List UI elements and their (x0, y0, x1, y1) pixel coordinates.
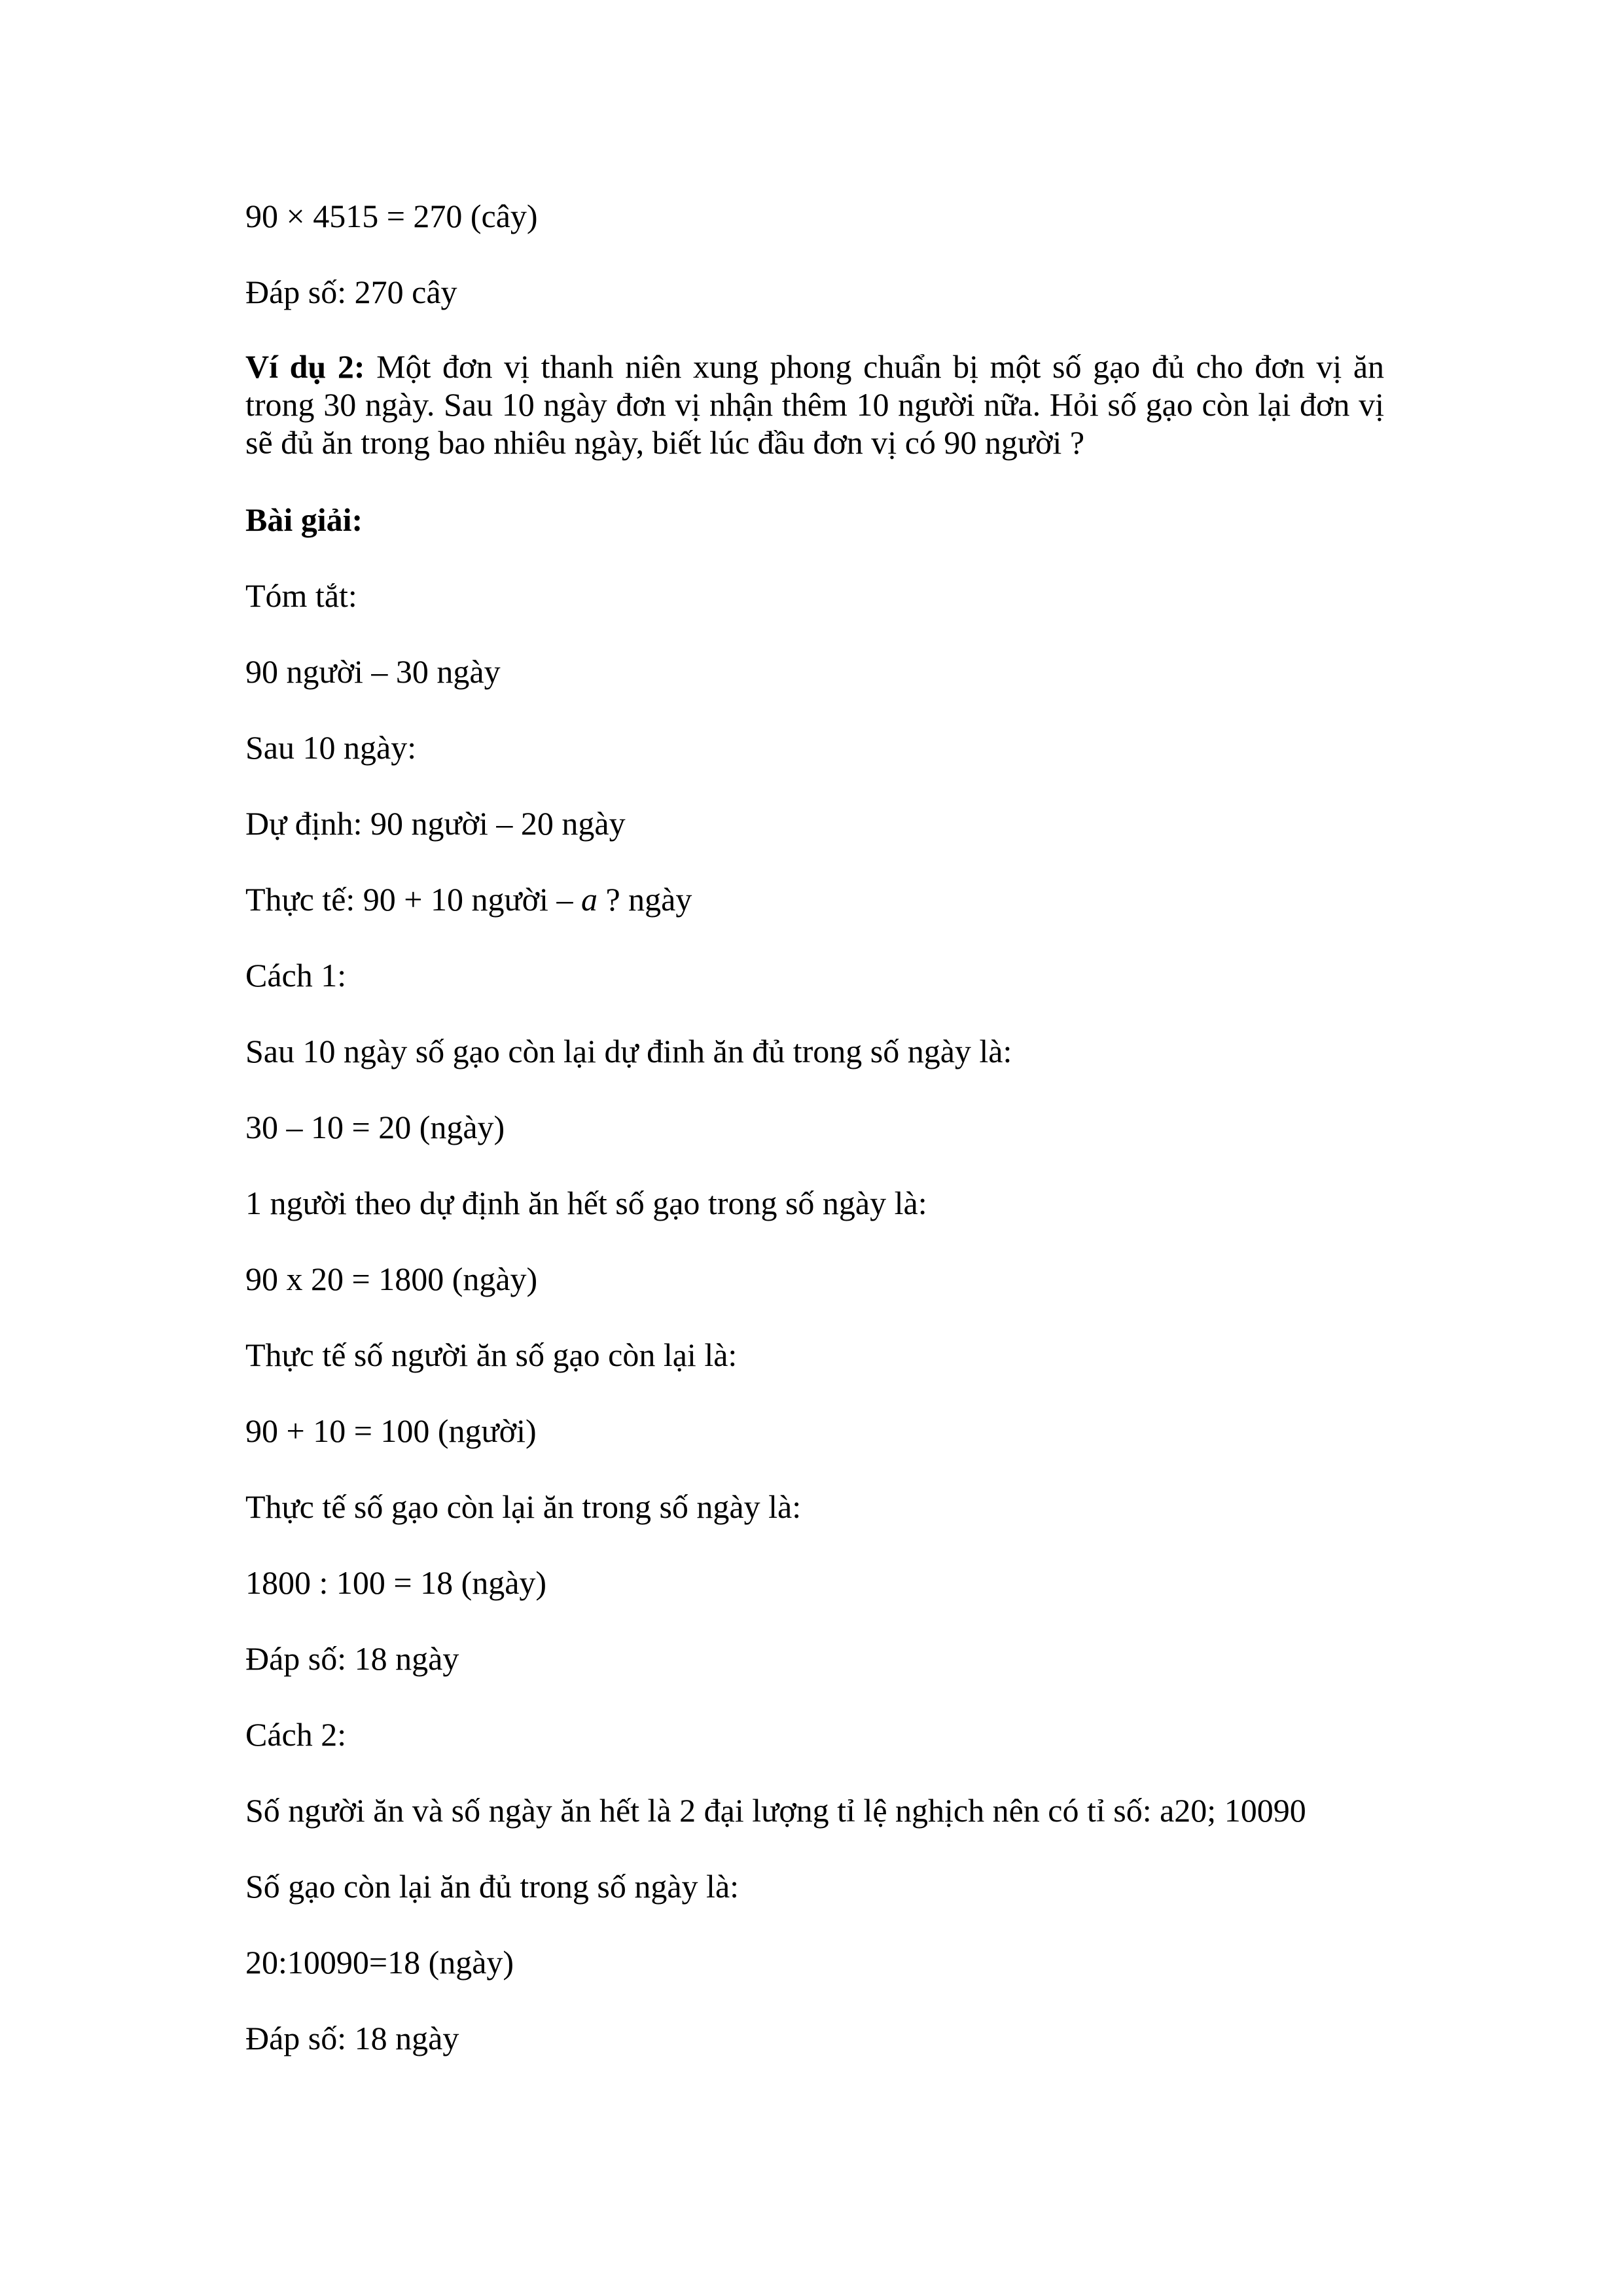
example-2-text: Một đơn vị thanh niên xung phong chuẩn bị một số gạo đủ cho đơn vị ăn trong 30 ngày. Sau 10 ngày đơn vị nhận thêm 10 người nữa. Hỏi số gạo còn lại đơn vị sẽ đủ ăn trong bao nhiêu ngày, biết lúc đầu đơn vị có 90 người ? (245, 348, 1385, 461)
summary-actual-unit: ? ngày (597, 881, 692, 918)
calc-line-trees: 90 × 4515 = 270 (cây) (245, 198, 538, 234)
summary-heading: Tóm tắt: (245, 577, 357, 614)
solution-heading: Bài giải: (245, 501, 363, 538)
method-1-step-1: Sau 10 ngày số gạo còn lại dự đinh ăn đủ trong số ngày là: (245, 1033, 1012, 1069)
method-1-calc-2: 90 x 20 = 1800 (ngày) (245, 1261, 538, 1297)
method-1-step-4: Thực tế số gạo còn lại ăn trong số ngày là: (245, 1488, 802, 1525)
method-1-calc-3: 90 + 10 = 100 (người) (245, 1412, 537, 1449)
summary-plan-line: Dự định: 90 người – 20 ngày (245, 805, 626, 842)
answer-line-trees: Đáp số: 270 cây (245, 274, 457, 310)
summary-actual-text: Thực tế: 90 + 10 người – (245, 881, 581, 918)
variable-a: a (580, 881, 597, 918)
summary-line-1: 90 người – 30 ngày (245, 653, 501, 690)
method-2-answer: Đáp số: 18 ngày (245, 2020, 459, 2056)
method-1-calc-1: 30 – 10 = 20 (ngày) (245, 1109, 505, 1145)
summary-actual-line (245, 880, 692, 919)
example-2-problem (245, 348, 1384, 461)
example-2-label: Ví dụ 2: (245, 348, 365, 385)
method-1-heading: Cách 1: (245, 957, 347, 994)
method-1-answer: Đáp số: 18 ngày (245, 1640, 459, 1677)
method-2-step-1: Số người ăn và số ngày ăn hết là 2 đại lượng tỉ lệ nghịch nên có tỉ số: a20; 10090 (245, 1792, 1306, 1829)
method-2-step-2: Số gạo còn lại ăn đủ trong số ngày là: (245, 1868, 740, 1905)
method-2-heading: Cách 2: (245, 1716, 347, 1753)
method-1-step-3: Thực tế số người ăn số gạo còn lại là: (245, 1336, 738, 1373)
method-1-step-2: 1 người theo dự định ăn hết số gạo trong số ngày là: (245, 1185, 927, 1221)
summary-line-2: Sau 10 ngày: (245, 729, 417, 766)
method-1-calc-4: 1800 : 100 = 18 (ngày) (245, 1564, 547, 1601)
method-2-calc: 20:10090=18 (ngày) (245, 1944, 514, 1981)
